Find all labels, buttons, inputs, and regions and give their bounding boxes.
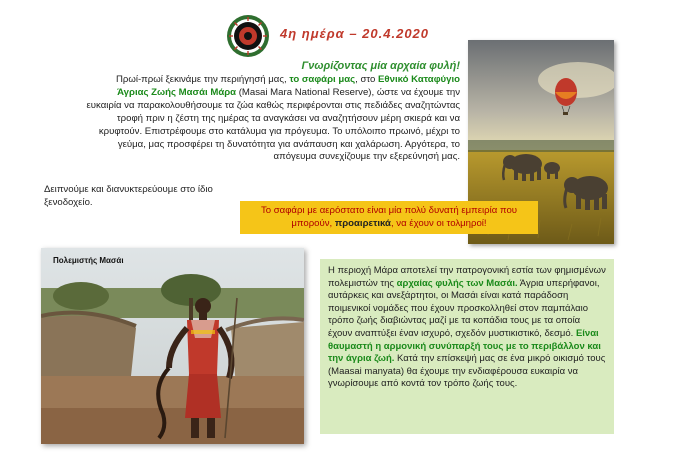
page-title: 4η ημέρα – 20.4.2020 [280, 26, 430, 41]
highlight-harmony: Είναι θαυμαστή η αρμονική συνύπαρξή τους με το περιβάλλον και την άγρια ζωή. [328, 327, 601, 365]
masai-warrior-photo [41, 248, 304, 444]
highlight-tribe: αρχαίας φυλής των Μασάι. [396, 277, 518, 289]
optional-word: προαιρετικά [334, 218, 391, 229]
masai-info-box: Η περιοχή Μάρα αποτελεί την πατρογονική εστία των φημισμένων πολεμιστών της αρχαίας φυλής των Μασάι. Άγρια υπερήφανοι, αυτάρκεις και ανεξάρτητοι, οι Μασάι είναι κατά παράδοση ποιμενικοί νομάδες που έχουν προσκολληθεί στον παμπάλαιο τρόπο ζωής διαβιώντας μαζί με τα κοπάδια τους με τα οποία έχουν αναπτύξει έναν ισχυρό, σχεδόν μυστικιστικό, δεσμό. Είναι θαυμαστή η αρμονική συνύπαρξή τους με το περιβάλλον και την άγρια ζωή. Κατά την επίσκεψή μας σε ένα μικρό οικισμό τους (Maasai manyata) θα έχουμε την ενδιαφέρουσα ευκαιρία να γνωρίσουμε από κοντά τον τρόπο ζωής τους. [320, 259, 614, 434]
highlight-safari: το σαφάρι μας [289, 74, 356, 85]
circular-emblem-icon [226, 14, 270, 58]
intro-paragraph: Πρωί-πρωί ξεκινάμε την περιήγησή μας, το σαφάρι μας, στο Εθνικό Καταφύγιο Άγριας Ζωής Μασάι Μάρα (Masai Mara National Reserve), ώστε να έχουμε την ευκαιρία να παρακολουθήσουμε τα ζώα καθώς περιφέρονται στις πεδιάδες αναζητώντας τροφή πριν η ζέστη της ημέρας τα αναγκάσει να αναζητήσουν μέρη σκιερά και να κρυφτούν. Επιστρέφουμε στο κατάλυμα για πρόγευμα. Το υπόλοιπο πρωινό, μέχρι το γεύμα, μας προσφέρει τη δυνατότητα για ανάπαυση και χαλάρωση. Αργότερα, το απόγευμα συνεχίζουμε την εξερεύνησή μας. [86, 74, 460, 163]
balloon-callout: Το σαφάρι με αερόστατο είναι μία πολύ δυνατή εμπειρία που μπορούν, προαιρετικά, να έχουν οι τολμηροί! [240, 201, 538, 234]
section-heading: Γνωρίζοντας μία αρχαία φυλή! [301, 60, 460, 72]
dinner-note: Δειπνούμε και διανυκτερεύουμε στο ίδιο ξενοδοχείο. [44, 184, 213, 208]
highlight-reserve: Εθνικό Καταφύγιο Άγριας Ζωής Μασάι Μάρα [117, 74, 460, 98]
photo-caption: Πολεμιστής Μασάι [53, 256, 124, 265]
